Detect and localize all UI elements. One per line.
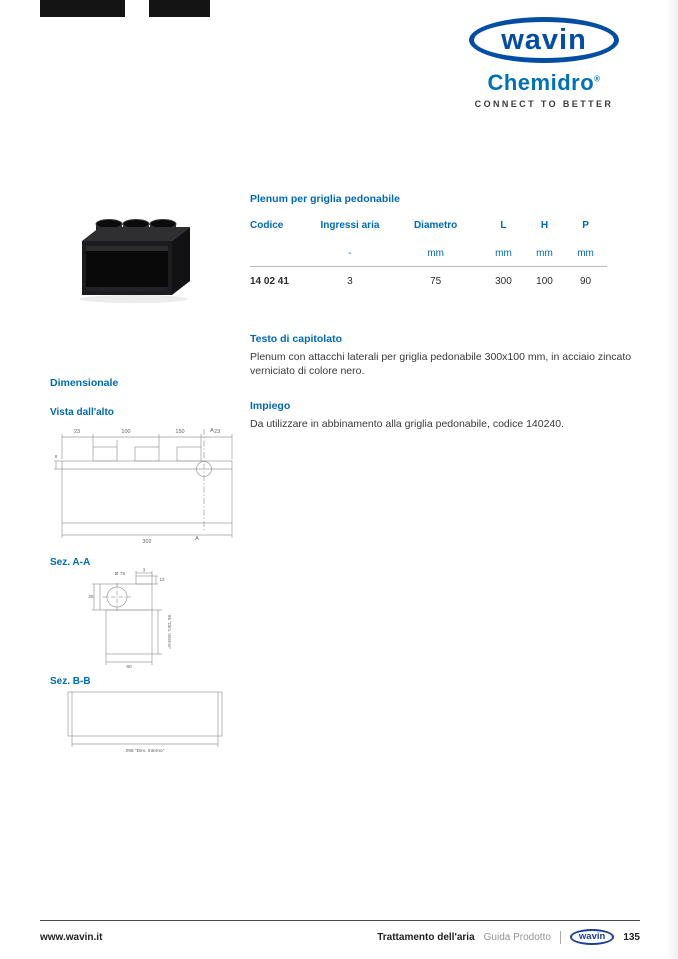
dim-label: 86 "Dim. Interno" — [167, 615, 172, 649]
footer — [40, 920, 640, 945]
vista-heading: Vista dall'alto — [50, 407, 114, 418]
dim-label: 8 — [54, 454, 58, 459]
vista-geometry — [54, 429, 232, 538]
wavin-logo — [469, 17, 619, 63]
unit-h: mm — [525, 248, 564, 267]
impiego-text: Da utilizzare in abbinamento alla griglia pedonabile, codice 140240. — [250, 418, 565, 430]
product-photo-image — [68, 211, 204, 307]
sez-aa-dim-labels — [88, 568, 172, 670]
product-photo — [68, 211, 204, 307]
print-mark-2 — [149, 0, 210, 17]
footer-guide-label: Guida Prodotto — [483, 931, 551, 943]
product-section — [250, 193, 607, 287]
dim-label: 12 — [159, 577, 165, 582]
capitolato-heading: Testo di capitolato — [250, 333, 342, 345]
sez-aa-geometry — [92, 571, 162, 665]
sez-bb-drawing — [64, 688, 229, 759]
dimensionale-heading: Dimensionale — [50, 377, 119, 389]
footer-right — [377, 929, 640, 945]
section-mark: A — [210, 428, 214, 434]
dim-label: 25 — [88, 594, 94, 599]
sez-bb-heading: Sez. B-B — [50, 676, 91, 687]
dim-label: 298 "Dim. Interno" — [125, 749, 165, 754]
vista-dim-labels — [55, 428, 220, 545]
footer-section-title: Trattamento dell'aria — [377, 931, 475, 943]
col-header-p: P — [582, 220, 589, 231]
cell-l: 300 — [495, 276, 512, 287]
footer-divider — [560, 931, 561, 944]
dim-label: 90 — [126, 665, 132, 670]
unit-diametro: mm — [389, 248, 482, 267]
impiego-section — [250, 400, 652, 431]
cell-codice: 14 02 41 — [250, 276, 289, 287]
col-header-l: L — [500, 220, 507, 231]
col-header-ingressi: Ingressi aria — [320, 220, 380, 231]
chemidro-logo — [466, 70, 622, 96]
dim-label: 23 — [73, 429, 81, 435]
page-number: 135 — [623, 931, 640, 943]
sez-aa-heading: Sez. A-A — [50, 557, 91, 568]
unit-p: mm — [564, 248, 607, 267]
website-link[interactable]: www.wavin.it — [40, 931, 103, 943]
brand-header — [466, 17, 622, 109]
cell-ingressi: 3 — [347, 276, 353, 287]
dim-label: 23 — [213, 429, 221, 435]
dim-label: Ø 75 — [114, 572, 126, 577]
sez-aa-drawing — [86, 568, 191, 675]
brand-tagline: CONNECT TO BETTER — [474, 99, 614, 109]
vista-dallalto-drawing — [52, 423, 242, 553]
unit-codice — [250, 248, 311, 267]
cell-p: 90 — [580, 276, 592, 287]
capitolato-text: Plenum con attacchi laterali per griglia pedonabile 300x100 mm, in acciaio zincato verniciato di colore nero. — [250, 351, 632, 378]
units-row — [250, 248, 607, 267]
col-header-codice: Codice — [250, 220, 284, 231]
dim-label: 302 — [142, 539, 152, 545]
header-row — [250, 220, 607, 248]
footer-wavin-logo — [570, 929, 614, 945]
table-row — [250, 267, 607, 288]
product-spec-table — [250, 220, 607, 287]
col-header-diametro: Diametro — [413, 220, 458, 231]
cell-h: 100 — [536, 276, 553, 287]
product-title: Plenum per griglia pedonabile — [250, 193, 400, 205]
dim-label: 150 — [175, 429, 185, 435]
dim-label: 100 — [121, 429, 131, 435]
trademark-symbol: ® — [594, 74, 601, 84]
footer-wavin-logo-text: wavin — [578, 931, 606, 943]
section-mark: A — [195, 536, 199, 542]
unit-ingressi: - — [311, 248, 390, 267]
capitolato-section — [250, 333, 652, 378]
cell-diametro: 75 — [430, 276, 442, 287]
impiego-heading: Impiego — [250, 400, 291, 412]
dim-label: 3 — [142, 568, 146, 574]
sez-bb-geometry — [68, 692, 222, 747]
col-header-h: H — [540, 220, 549, 231]
chemidro-text: Chemidro — [487, 70, 595, 95]
print-mark-1 — [40, 0, 125, 17]
unit-l: mm — [482, 248, 525, 267]
wavin-logo-text: wavin — [501, 23, 587, 56]
